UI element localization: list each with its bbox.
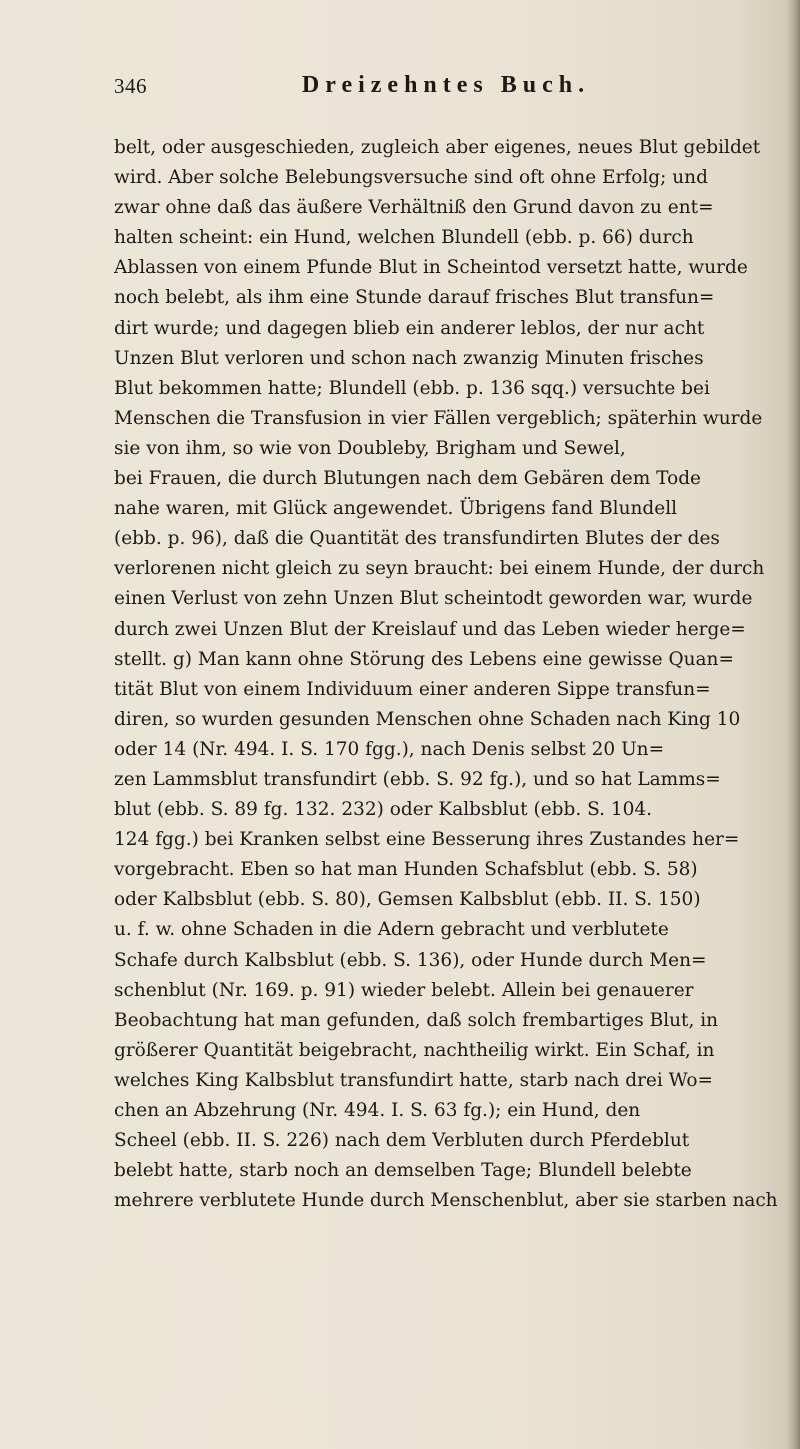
- text-line: Unzen Blut verloren und schon nach zwanzig Minuten frisches: [114, 347, 704, 369]
- text-line: Ablassen von einem Pfunde Blut in Scheintod versetzt hatte, wurde: [114, 257, 748, 279]
- body-text: [114, 133, 778, 1216]
- text-line: u. f. w. ohne Schaden in die Adern gebracht und verblutete: [114, 919, 669, 941]
- page-number: 346: [114, 74, 147, 98]
- text-line: (ebb. p. 96), daß die Quantität des transfundirten Blutes der des: [114, 528, 720, 550]
- text-line: noch belebt, als ihm eine Stunde darauf frisches Blut transfun=: [114, 287, 715, 309]
- text-line: blut (ebb. S. 89 fg. 132. 232) oder Kalbsblut (ebb. S. 104.: [114, 799, 653, 821]
- text-line: größerer Quantität beigebracht, nachtheilig wirkt. Ein Schaf, in: [114, 1039, 715, 1061]
- text-line: Beobachtung hat man gefunden, daß solch frembartiges Blut, in: [114, 1009, 719, 1031]
- text-line: stellt. g) Man kann ohne Störung des Lebens eine gewisse Quan=: [114, 648, 734, 670]
- page-edge-shadow: [786, 0, 800, 1449]
- text-line: dirt wurde; und dagegen blieb ein anderer leblos, der nur acht: [114, 317, 705, 339]
- text-line: diren, so wurden gesunden Menschen ohne Schaden nach King 10: [114, 708, 741, 730]
- text-line: sie von ihm, so wie von Doubleby, Brigham und Sewel,: [114, 437, 626, 459]
- text-line: schenblut (Nr. 169. p. 91) wieder belebt. Allein bei genauerer: [114, 979, 694, 1001]
- text-line: einen Verlust von zehn Unzen Blut scheintodt geworden war, wurde: [114, 588, 753, 610]
- text-line: Blut bekommen hatte; Blundell (ebb. p. 136 sqq.) versuchte bei: [114, 377, 710, 399]
- text-line: belebt hatte, starb noch an demselben Tage; Blundell belebte: [114, 1160, 692, 1182]
- text-line: mehrere verblutete Hunde durch Menschenblut, aber sie starben nach: [114, 1190, 778, 1212]
- text-line: Menschen die Transfusion in vier Fällen vergeblich; späterhin wurde: [114, 407, 763, 429]
- text-line: halten scheint: ein Hund, welchen Blundell (ebb. p. 66) durch: [114, 227, 694, 249]
- text-line: belt, oder ausgeschieden, zugleich aber eigenes, neues Blut gebildet: [114, 137, 761, 158]
- running-title: Dreizehntes Buch.: [301, 72, 591, 98]
- text-line: wird. Aber solche Belebungsversuche sind oft ohne Erfolg; und: [114, 167, 708, 189]
- text-line: durch zwei Unzen Blut der Kreislauf und das Leben wieder herge=: [114, 618, 746, 640]
- text-line: welches King Kalbsblut transfundirt hatte, starb nach drei Wo=: [114, 1069, 714, 1091]
- text-line: oder 14 (Nr. 494. I. S. 170 fgg.), nach Denis selbst 20 Un=: [114, 738, 665, 760]
- text-line: nahe waren, mit Glück angewendet. Übrigens fand Blundell: [114, 498, 678, 520]
- text-line: Scheel (ebb. II. S. 226) nach dem Verbluten durch Pferdeblut: [114, 1130, 690, 1152]
- text-line: bei Frauen, die durch Blutungen nach dem Gebären dem Tode: [114, 468, 702, 490]
- page-header: [114, 74, 754, 114]
- text-line: vorgebracht. Eben so hat man Hunden Schafsblut (ebb. S. 58): [114, 859, 698, 881]
- text-line: oder Kalbsblut (ebb. S. 80), Gemsen Kalbsblut (ebb. II. S. 150): [114, 889, 701, 911]
- text-line: zwar ohne daß das äußere Verhältniß den Grund davon zu ent=: [114, 197, 714, 219]
- text-line: 124 fgg.) bei Kranken selbst eine Besserung ihres Zustandes her=: [114, 829, 740, 851]
- text-line: zen Lammsblut transfundirt (ebb. S. 92 fg.), und so hat Lamms=: [114, 768, 721, 790]
- text-line: tität Blut von einem Individuum einer anderen Sippe transfun=: [114, 678, 711, 700]
- text-line: Schafe durch Kalbsblut (ebb. S. 136), oder Hunde durch Men=: [114, 949, 707, 971]
- text-line: verlorenen nicht gleich zu seyn braucht: bei einem Hunde, der durch: [114, 558, 765, 580]
- text-line: chen an Abzehrung (Nr. 494. I. S. 63 fg.); ein Hund, den: [114, 1100, 641, 1121]
